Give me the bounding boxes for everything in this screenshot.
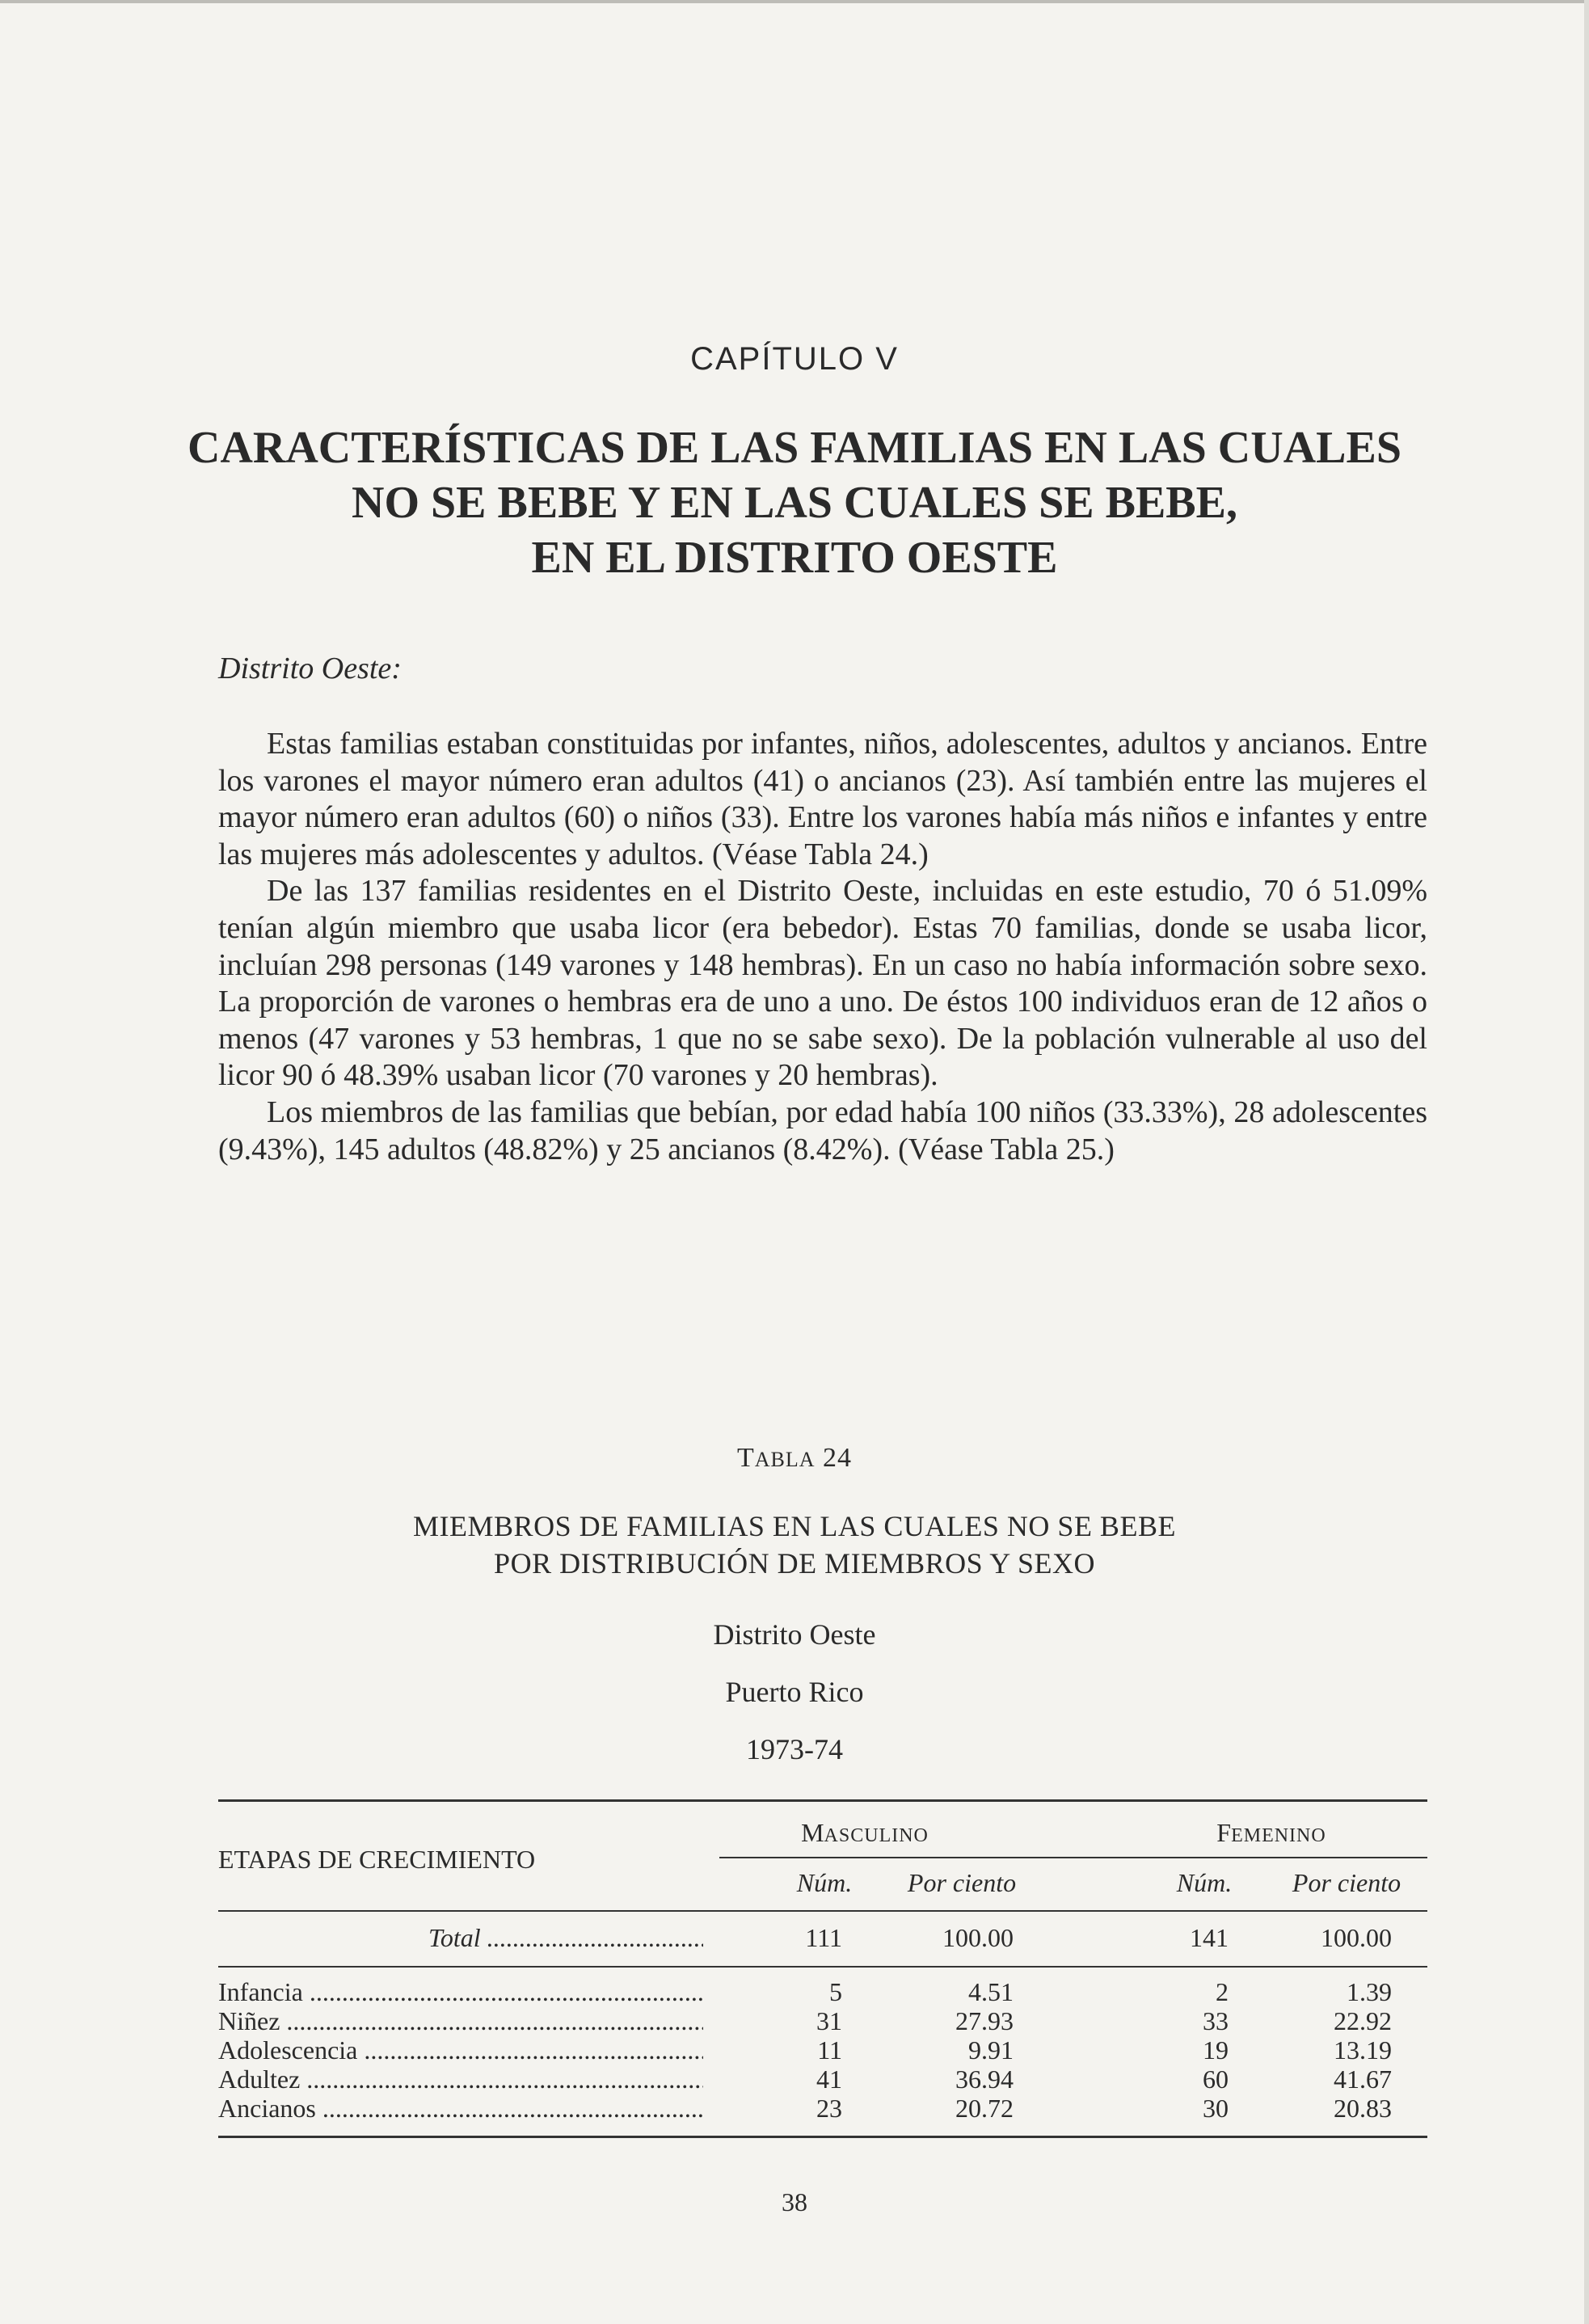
male-num: 41 [816, 2065, 842, 2094]
table-place: Puerto Rico [725, 1676, 864, 1708]
total-label: Total ..... [428, 1923, 703, 1952]
stage-name: Niñez ..... [218, 2006, 703, 2035]
stage-name: Infancia ..... [218, 1977, 703, 2006]
female-num: 19 [1203, 2035, 1229, 2065]
male-pct: 4.51 [968, 1977, 1014, 2006]
female-num: 2 [1216, 1977, 1229, 2006]
table-label-initial: T [736, 1443, 755, 1473]
table-label [0, 1443, 1589, 1474]
chapter-heading: CAPÍTULO V [690, 341, 899, 377]
female-pct: 1.39 [1347, 1977, 1392, 2006]
chapter-title-line: EN EL DISTRITO OESTE [531, 533, 1058, 583]
page-top-edge [0, 0, 1589, 3]
table-total-rule [218, 1966, 1427, 1968]
district-label: Distrito Oeste: [218, 652, 402, 685]
male-header-word: ASCULINO [824, 1825, 929, 1846]
total-male-pct: 100.00 [942, 1923, 1014, 1952]
total-female-num: 141 [1190, 1923, 1229, 1952]
male-num: 23 [816, 2094, 842, 2123]
stage-name: Adultez ..... [218, 2065, 703, 2094]
table-label-word: ABLA [754, 1448, 816, 1471]
male-pct-header: Por ciento [907, 1868, 1017, 1897]
male-num-header: Núm. [796, 1868, 853, 1897]
total-male-num: 111 [805, 1923, 842, 1952]
table-title-line: POR DISTRIBUCIÓN DE MIEMBROS Y SEXO [494, 1547, 1095, 1580]
female-header-word: EMENINO [1231, 1825, 1326, 1846]
page-number: 38 [782, 2187, 807, 2216]
chapter-title-line: NO SE BEBE Y EN LAS CUALES SE BEBE, [352, 478, 1237, 528]
paragraph: De las 137 familias residentes en el Distrito Oeste, incluidas en este estudio, 70 ó 51.09% tenían algún miembro que usaba licor (era bebedor). Estas 70 familias, donde se usaba licor, incluían 298 personas (149 varones y 148 hembras). En un caso no había información sobre sexo. La proporción de varones o hembras era de uno a uno. De éstos 100 individuos eran de 12 años o menos (47 varones y 53 hembras, 1 que no se sabe sexo). De la población vulnerable al uso del licor 90 ó 48.39% usaban licor (70 varones y 20 hembras). [218, 874, 1427, 1093]
chapter-title [162, 420, 1427, 585]
paragraph: Los miembros de las familias que bebían, por edad había 100 niños (33.33%), 28 adolescentes (9.43%), 145 adultos (48.82%) y 25 ancianos (8.42%). (Véase Tabla 25.) [218, 1095, 1427, 1166]
female-num: 60 [1203, 2065, 1229, 2094]
table-title [0, 1508, 1589, 1582]
female-column-header [1115, 1818, 1427, 1850]
male-num: 5 [829, 1977, 842, 2006]
stage-name: Adolescencia ..... [218, 2035, 703, 2065]
male-pct: 9.91 [968, 2035, 1014, 2065]
chapter-title-line: CARACTERÍSTICAS DE LAS FAMILIAS EN LAS CUALES [188, 423, 1401, 473]
table-district: Distrito Oeste [713, 1618, 876, 1651]
table-label-number: 24 [823, 1443, 853, 1473]
table-top-rule [218, 1799, 1427, 1802]
table-header-rule [719, 1857, 1427, 1858]
male-pct: 20.72 [955, 2094, 1014, 2123]
male-num: 31 [816, 2006, 842, 2035]
male-header-initial: M [801, 1818, 824, 1847]
male-column-header [719, 1818, 1010, 1850]
female-pct: 20.83 [1334, 2094, 1392, 2123]
table-years: 1973-74 [746, 1733, 843, 1765]
table-title-line: MIEMBROS DE FAMILIAS EN LAS CUALES NO SE BEBE [413, 1510, 1176, 1542]
female-pct: 22.92 [1334, 2006, 1392, 2035]
female-header-initial: F [1216, 1818, 1232, 1847]
female-pct-header: Por ciento [1292, 1868, 1401, 1897]
female-num: 33 [1203, 2006, 1229, 2035]
table-header-bottom-rule [218, 1910, 1427, 1912]
stage-name: Ancianos ..... [218, 2094, 703, 2123]
stage-column-header: ETAPAS DE CRECIMIENTO [218, 1845, 536, 1874]
male-pct: 36.94 [955, 2065, 1014, 2094]
table-bottom-rule [218, 2136, 1427, 2138]
male-num: 11 [817, 2035, 842, 2065]
female-pct: 13.19 [1334, 2035, 1392, 2065]
paragraph: Estas familias estaban constituidas por infantes, niños, adolescentes, adultos y ancianos. Entre los varones el mayor número eran adultos (41) o ancianos (23). Así también entre las mujeres el mayor número eran adultos (60) o niños (33). Entre los varones había más niños e infantes y entre las mujeres más adolescentes y adultos. (Véase Tabla 24.) [218, 727, 1427, 871]
female-num-header: Núm. [1176, 1868, 1233, 1897]
body-text [218, 726, 1427, 1168]
male-pct: 27.93 [955, 2006, 1014, 2035]
female-pct: 41.67 [1334, 2065, 1392, 2094]
total-female-pct: 100.00 [1321, 1923, 1392, 1952]
female-num: 30 [1203, 2094, 1229, 2123]
